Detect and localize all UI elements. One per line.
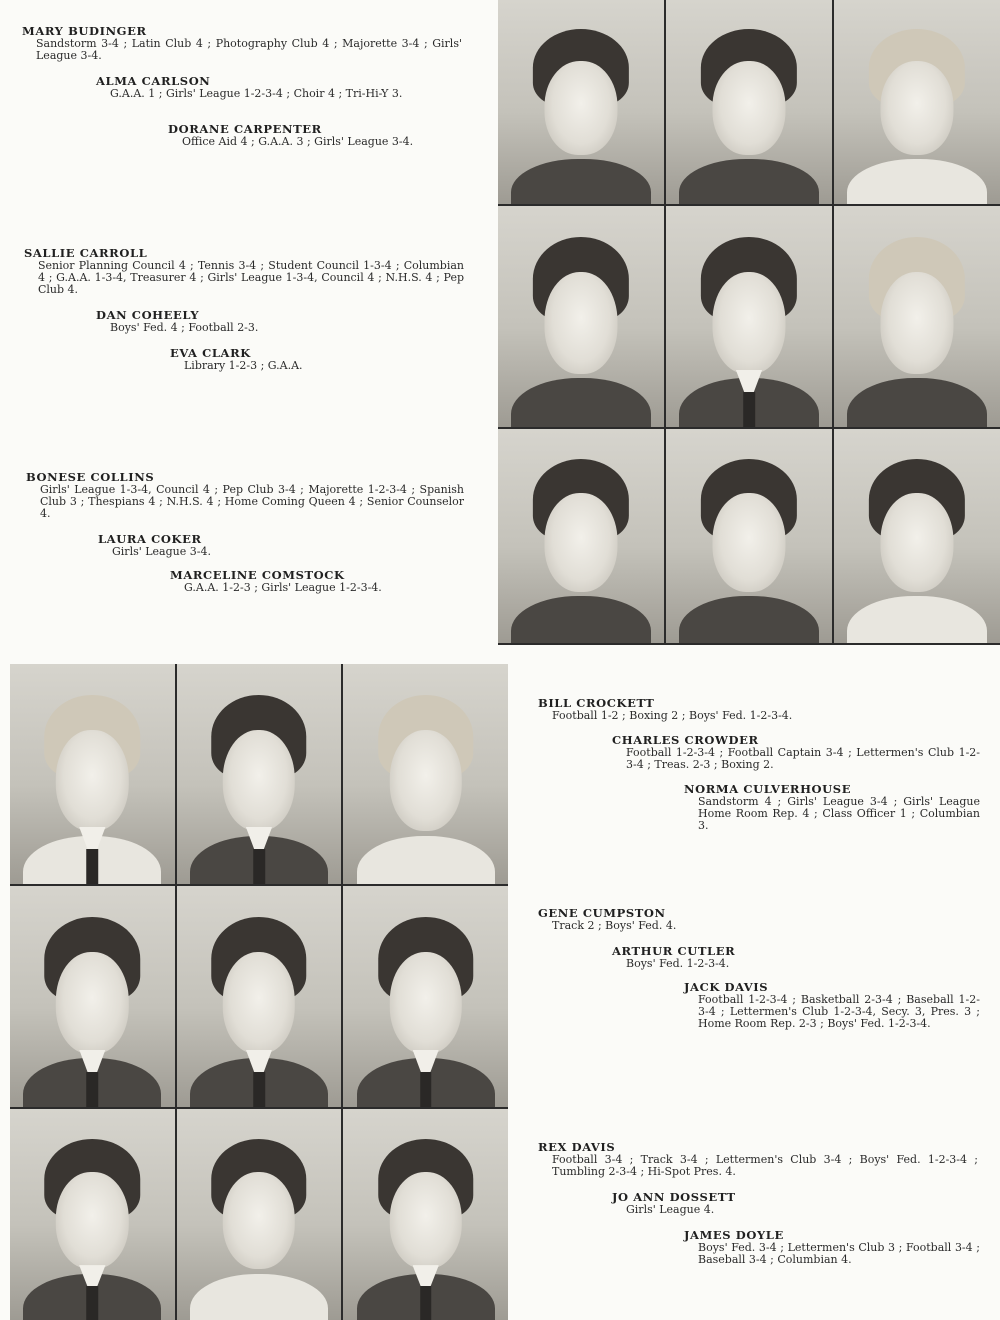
student-entry (96, 308, 462, 334)
student-entry (22, 24, 462, 62)
student-activities: G.A.A. 1-2-3 ; Girls' League 1-2-3-4. (184, 581, 382, 594)
portrait-photo (666, 429, 832, 643)
student-name: BILL CROCKETT (538, 696, 655, 710)
portrait-photo (834, 0, 1000, 204)
student-activities: Senior Planning Council 4 ; Tennis 3-4 ; Student Council 1-3-4 ; Columbian 4 ; G.A.A. 1-3-4, Treasurer 4 ; Girls' League 1-3-4, Council 4 ; N.H.S. 4 ; Pep Club 4. (38, 259, 464, 296)
student-activities: Office Aid 4 ; G.A.A. 3 ; Girls' League 3-4. (182, 135, 414, 148)
student-activities: Football 1-2-3-4 ; Basketball 2-3-4 ; Baseball 1-2-3-4 ; Lettermen's Club 1-2-3-4, Secy. 3, Pres. 3 ; Home Room Rep. 2-3 ; Boys' Fed. 1-2-3-4. (698, 993, 980, 1030)
student-activities: Track 2 ; Boys' Fed. 4. (552, 919, 677, 932)
student-name: SALLIE CARROLL (24, 246, 148, 260)
portrait-photo (834, 206, 1000, 427)
student-activities: Boys' Fed. 4 ; Football 2-3. (110, 321, 259, 334)
student-name: DORANE CARPENTER (168, 122, 322, 136)
portrait-photo (498, 429, 664, 643)
student-name: EVA CLARK (170, 346, 251, 360)
student-name: LAURA COKER (98, 532, 202, 546)
student-name: MARY BUDINGER (22, 24, 147, 38)
student-name: DAN COHEELY (96, 308, 200, 322)
student-activities: Sandstorm 4 ; Girls' League 3-4 ; Girls' League Home Room Rep. 4 ; Class Officer 1 ; Columbian 3. (698, 795, 980, 832)
student-entry (684, 1228, 980, 1266)
student-name: BONESE COLLINS (26, 470, 155, 484)
student-entry (538, 696, 978, 722)
student-name: REX DAVIS (538, 1140, 616, 1154)
student-entry (170, 346, 462, 372)
portrait-photo (10, 664, 175, 884)
portrait-photo (343, 664, 508, 884)
student-name: MARCELINE COMSTOCK (170, 568, 345, 582)
student-entry (96, 74, 462, 100)
student-activities: Girls' League 1-3-4, Council 4 ; Pep Club 3-4 ; Majorette 1-2-3-4 ; Spanish Club 3 ; Thespians 4 ; N.H.S. 4 ; Home Coming Queen 4 ; Senior Counselor 4. (40, 483, 464, 520)
portrait-photo (177, 886, 342, 1107)
student-name: CHARLES CROWDER (612, 733, 759, 747)
student-activities: Boys' Fed. 1-2-3-4. (626, 957, 730, 970)
student-name: JO ANN DOSSETT (612, 1190, 736, 1204)
portrait-photo (177, 664, 342, 884)
portrait-photo (666, 0, 832, 204)
portrait-photo (10, 886, 175, 1107)
portrait-grid-bottom (10, 664, 508, 1320)
student-entry (538, 906, 978, 932)
student-entry (612, 733, 980, 771)
student-activities: Football 3-4 ; Track 3-4 ; Lettermen's Club 3-4 ; Boys' Fed. 1-2-3-4 ; Tumbling 2-3-4 ; Hi-Spot Pres. 4. (552, 1153, 978, 1178)
student-activities: Sandstorm 3-4 ; Latin Club 4 ; Photography Club 4 ; Majorette 3-4 ; Girls' League 3-4. (36, 37, 462, 62)
portrait-photo (498, 206, 664, 427)
portrait-photo (666, 206, 832, 427)
portrait-photo (498, 0, 664, 204)
portrait-photo (343, 1109, 508, 1320)
portrait-photo (10, 1109, 175, 1320)
portrait-photo (343, 886, 508, 1107)
student-entry (684, 782, 980, 831)
student-entry (170, 568, 462, 594)
student-activities: G.A.A. 1 ; Girls' League 1-2-3-4 ; Choir 4 ; Tri-Hi-Y 3. (110, 87, 403, 100)
portrait-grid-top (498, 0, 1000, 645)
student-entry (612, 1190, 980, 1216)
student-entry (26, 470, 464, 519)
student-activities: Girls' League 3-4. (112, 545, 211, 558)
student-activities: Boys' Fed. 3-4 ; Lettermen's Club 3 ; Football 3-4 ; Baseball 3-4 ; Columbian 4. (698, 1241, 980, 1266)
portrait-photo (834, 429, 1000, 643)
student-entry (612, 944, 980, 970)
student-entry (98, 532, 462, 558)
student-name: GENE CUMPSTON (538, 906, 666, 920)
student-entry (24, 246, 464, 295)
student-name: JACK DAVIS (684, 980, 769, 994)
student-name: JAMES DOYLE (684, 1228, 784, 1242)
student-name: ARTHUR CUTLER (612, 944, 736, 958)
student-entry (684, 980, 980, 1029)
student-activities: Football 1-2 ; Boxing 2 ; Boys' Fed. 1-2-3-4. (552, 709, 793, 722)
student-entry (168, 122, 462, 148)
student-activities: Girls' League 4. (626, 1203, 715, 1216)
portrait-photo (177, 1109, 342, 1320)
student-name: ALMA CARLSON (96, 74, 211, 88)
student-name: NORMA CULVERHOUSE (684, 782, 852, 796)
student-entry (538, 1140, 978, 1178)
student-activities: Football 1-2-3-4 ; Football Captain 3-4 ; Lettermen's Club 1-2-3-4 ; Treas. 2-3 ; Boxing 2. (626, 746, 980, 771)
student-activities: Library 1-2-3 ; G.A.A. (184, 359, 303, 372)
